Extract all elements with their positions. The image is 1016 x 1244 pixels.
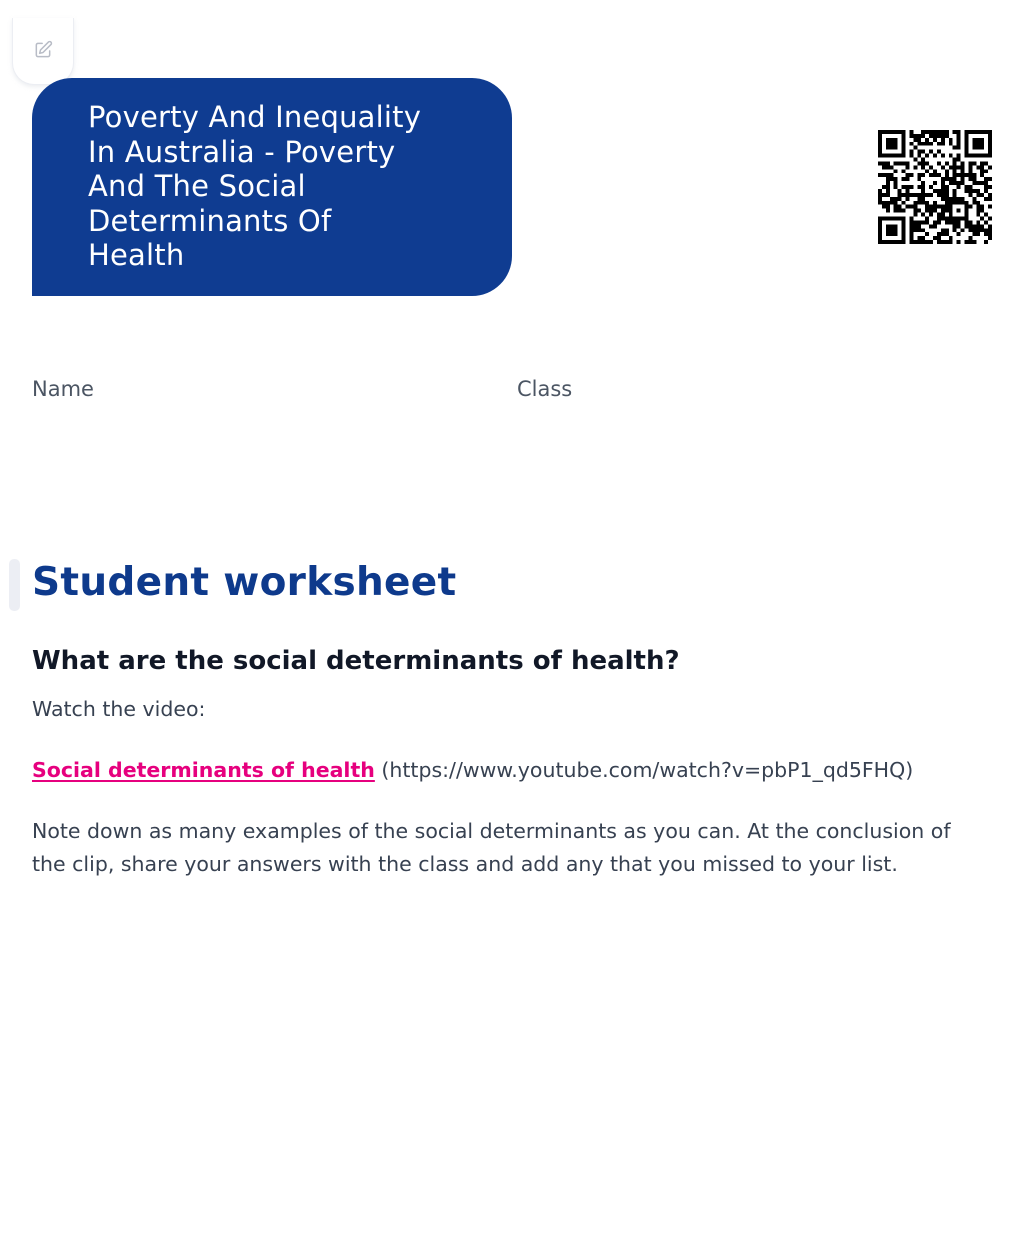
title-banner xyxy=(32,78,512,296)
qr-code-icon xyxy=(878,130,992,244)
section-title: Student worksheet xyxy=(32,560,457,605)
title-line: Health xyxy=(88,238,185,272)
edit-button[interactable] xyxy=(12,18,74,85)
section-marker xyxy=(9,559,20,611)
question-heading: What are the social determinants of health? xyxy=(32,646,680,676)
title-line: Poverty And Inequality xyxy=(88,100,422,134)
name-label: Name xyxy=(32,377,94,401)
title-line: And The Social xyxy=(88,169,306,203)
page-title xyxy=(88,100,472,273)
video-link[interactable]: Social determinants of health xyxy=(32,758,375,782)
video-reference xyxy=(32,754,952,787)
watch-instruction: Watch the video: xyxy=(32,697,206,721)
instructions-paragraph: Note down as many examples of the social determinants as you can. At the conclusion of the clip, share your answers with the class and add any that you missed to your list. xyxy=(32,819,951,876)
video-url-text: (https://www.youtube.com/watch?v=pbP1_qd5FHQ) xyxy=(374,758,914,782)
worksheet-content xyxy=(32,642,952,881)
title-line: In Australia - Poverty xyxy=(88,134,396,169)
edit-icon xyxy=(33,40,53,60)
title-line: Determinants Of xyxy=(88,203,332,238)
class-label: Class xyxy=(517,377,573,401)
